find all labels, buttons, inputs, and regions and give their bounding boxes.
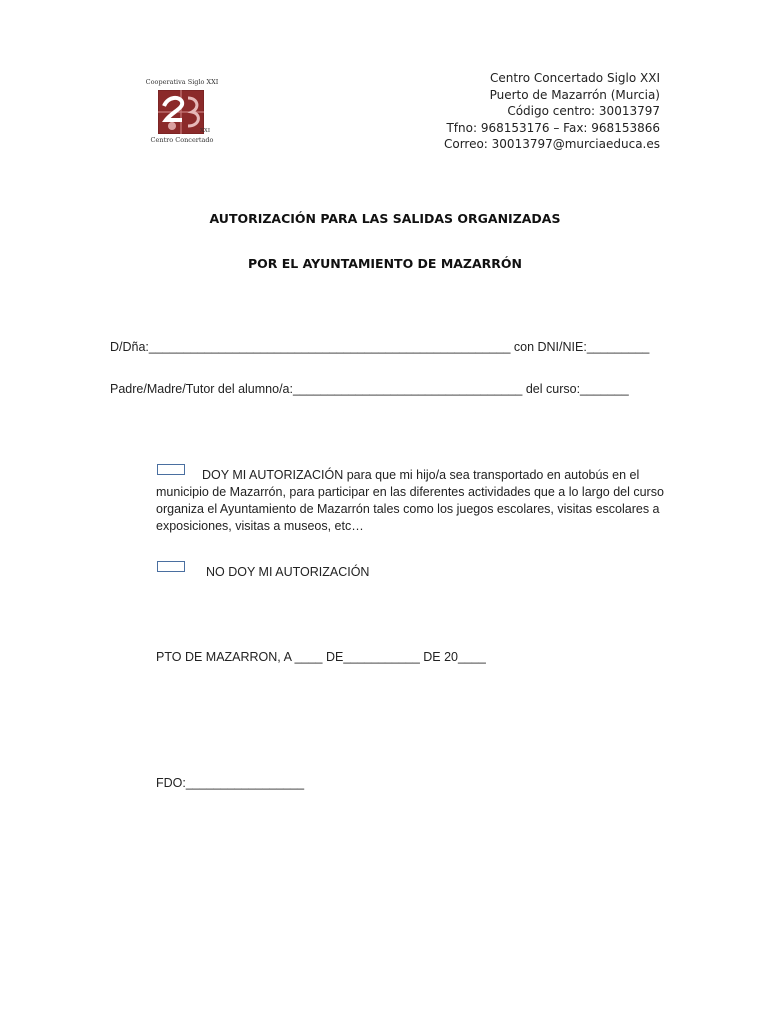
header-line-name: Centro Concertado Siglo XXI [489,71,660,85]
no-authorize-text: NO DOY MI AUTORIZACIÓN [206,565,370,579]
logo-mark-icon [158,90,204,134]
document-title-line-2: POR EL AYUNTAMIENTO DE MAZARRÓN [247,256,523,271]
parent-course-field[interactable]: Padre/Madre/Tutor del alumno/a:_________________________________ del curso:_______ [110,382,629,396]
place-date-line[interactable]: PTO DE MAZARRON, A ____ DE___________ DE 20____ [156,650,486,664]
header-line-code: Código centro: 30013797 [507,104,660,118]
logo-roman-text: XXI [200,128,211,134]
school-logo [140,78,224,148]
no-authorize-checkbox[interactable] [157,561,185,572]
header-line-address: Puerto de Mazarrón (Murcia) [489,87,660,102]
document-title-line-1: AUTORIZACIÓN PARA LAS SALIDAS ORGANIZADAS [209,211,561,226]
header-line-email: Correo: 30013797@murciaeduca.es [443,137,660,151]
signature-line[interactable]: FDO:_________________ [156,776,305,790]
name-dni-field[interactable]: D/Dña:____________________________________________________ con DNI/NIE:_________ [110,340,650,354]
authorize-text [156,467,666,535]
authorize-text-content: DOY MI AUTORIZACIÓN para que mi hijo/a sea transportado en autobús en el municipio de Mazarrón, para participar en las diferentes actividades que a lo largo del curso organiza el Ayuntamiento de Mazarrón tales como los juegos escolares, visitas escolares a exposiciones, visitas a museos, etc… [156,468,664,533]
header-line-phone: Tfno: 968153176 – Fax: 968153866 [446,120,660,135]
logo-bottom-text: Centro Concertado [150,136,214,144]
school-header [444,70,660,153]
logo-top-text: Cooperativa Siglo XXI [145,78,219,86]
